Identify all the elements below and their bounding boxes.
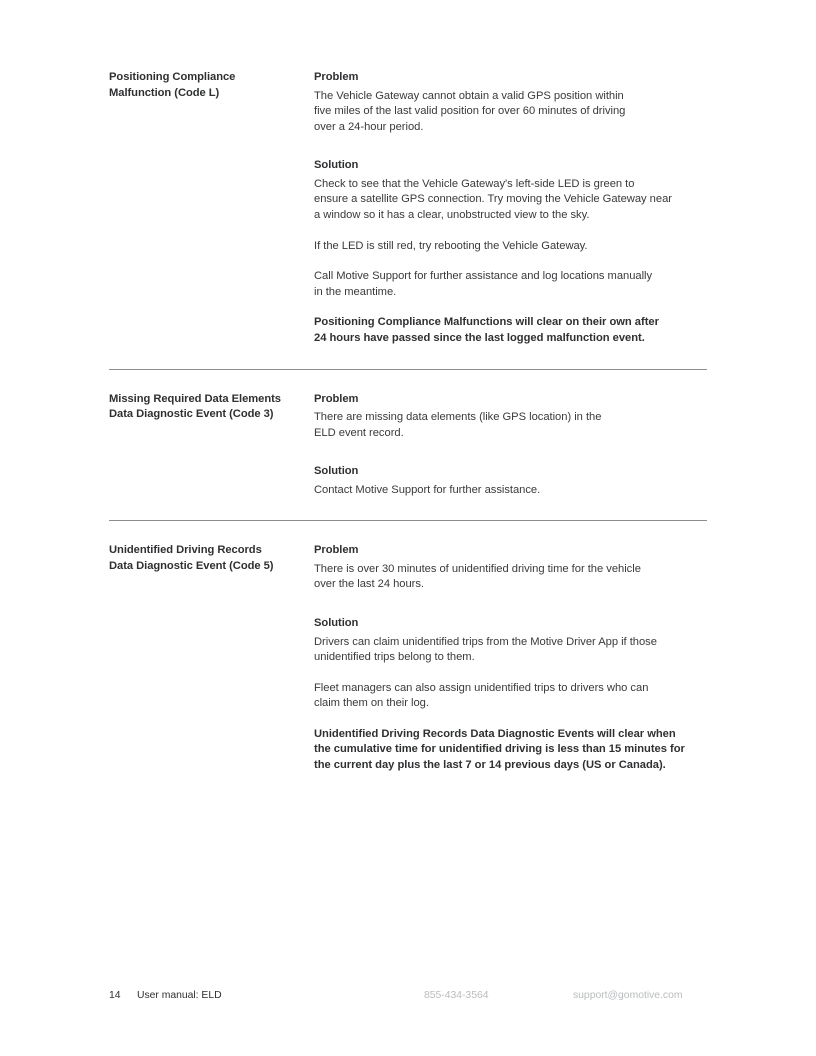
text-line: There are missing data elements (like GPS location) in the xyxy=(314,411,602,424)
section-detail-column xyxy=(314,70,707,347)
section-title-line: Positioning Compliance xyxy=(109,71,236,83)
clearing-note-paragraph xyxy=(314,727,707,774)
section-title xyxy=(109,543,306,574)
section-detail-column xyxy=(314,543,707,773)
text-line: over a 24-hour period. xyxy=(314,120,424,133)
subsection-heading: Solution xyxy=(314,159,359,172)
subsection-heading: Problem xyxy=(314,392,359,405)
page-footer xyxy=(109,988,707,1004)
text-line: in the meantime. xyxy=(314,285,397,298)
footer-page-number: 14 xyxy=(109,990,121,1001)
subsection-heading: Problem xyxy=(314,544,359,557)
subsection-heading: Solution xyxy=(314,617,359,629)
footer-support-email[interactable]: support@gomotive.com xyxy=(573,990,683,1001)
text-line: five miles of the last valid position for over 60 minutes of driving xyxy=(314,105,626,118)
spacer xyxy=(109,370,707,392)
spacer xyxy=(109,347,707,369)
section-detail-column xyxy=(314,392,707,499)
section-title-line: Data Diagnostic Event (Code 5) xyxy=(109,559,274,572)
body-paragraph xyxy=(314,177,707,224)
body-paragraph xyxy=(314,239,707,255)
manual-section xyxy=(109,392,707,499)
text-line: unidentified trips belong to them. xyxy=(314,651,475,664)
body-paragraph xyxy=(314,269,707,300)
text-line: Positioning Compliance Malfunctions will clear on their own after xyxy=(314,316,659,329)
text-line: There is over 30 minutes of unidentified driving time for the vehicle xyxy=(314,562,641,575)
text-line: the current day plus the last 7 or 14 previous days (US or Canada). xyxy=(314,759,666,772)
section-title-line: Malfunction (Code L) xyxy=(109,86,220,99)
footer-document-name: User manual: ELD xyxy=(137,990,222,1001)
subsection-heading: Solution xyxy=(314,465,359,478)
text-line: The Vehicle Gateway cannot obtain a valid GPS position within xyxy=(314,89,624,102)
text-line: If the LED is still red, try rebooting the Vehicle Gateway. xyxy=(314,239,588,252)
manual-section xyxy=(109,70,707,347)
manual-section xyxy=(109,543,707,773)
text-line: a window so it has a clear, unobstructed view to the sky. xyxy=(314,208,590,221)
section-label-column xyxy=(109,543,314,574)
text-line: ensure a satellite GPS connection. Try moving the Vehicle Gateway near xyxy=(314,193,672,206)
subsection-heading: Problem xyxy=(314,71,359,83)
text-line: claim them on their log. xyxy=(314,697,429,710)
text-line: Fleet managers can also assign unidentified trips to drivers who can xyxy=(314,681,649,694)
spacer xyxy=(109,521,707,543)
body-paragraph xyxy=(314,483,707,499)
text-line: ELD event record. xyxy=(314,426,404,439)
body-paragraph xyxy=(314,89,707,136)
text-line: Check to see that the Vehicle Gateway's left-side LED is green to xyxy=(314,177,635,190)
section-title xyxy=(109,392,306,423)
body-paragraph xyxy=(314,410,707,441)
footer-support-phone[interactable]: 855-434-3564 xyxy=(424,990,489,1001)
section-title-line: Unidentified Driving Records xyxy=(109,544,262,557)
section-title-line: Missing Required Data Elements xyxy=(109,392,281,405)
page-content xyxy=(109,70,707,774)
body-paragraph xyxy=(314,635,707,666)
body-paragraph xyxy=(314,681,707,712)
section-title xyxy=(109,70,306,101)
body-paragraph xyxy=(314,562,707,593)
spacer xyxy=(109,498,707,520)
text-line: 24 hours have passed since the last logged malfunction event. xyxy=(314,331,645,344)
section-label-column xyxy=(109,392,314,423)
section-label-column xyxy=(109,70,314,101)
clearing-note-paragraph xyxy=(314,315,707,346)
text-line: Call Motive Support for further assistance and log locations manually xyxy=(314,270,653,283)
text-line: Drivers can claim unidentified trips from the Motive Driver App if those xyxy=(314,635,657,648)
text-line: over the last 24 hours. xyxy=(314,578,425,591)
text-line: Contact Motive Support for further assistance. xyxy=(314,483,541,496)
section-title-line: Data Diagnostic Event (Code 3) xyxy=(109,408,274,421)
text-line: the cumulative time for unidentified driving is less than 15 minutes for xyxy=(314,743,685,756)
text-line: Unidentified Driving Records Data Diagnostic Events will clear when xyxy=(314,727,676,740)
